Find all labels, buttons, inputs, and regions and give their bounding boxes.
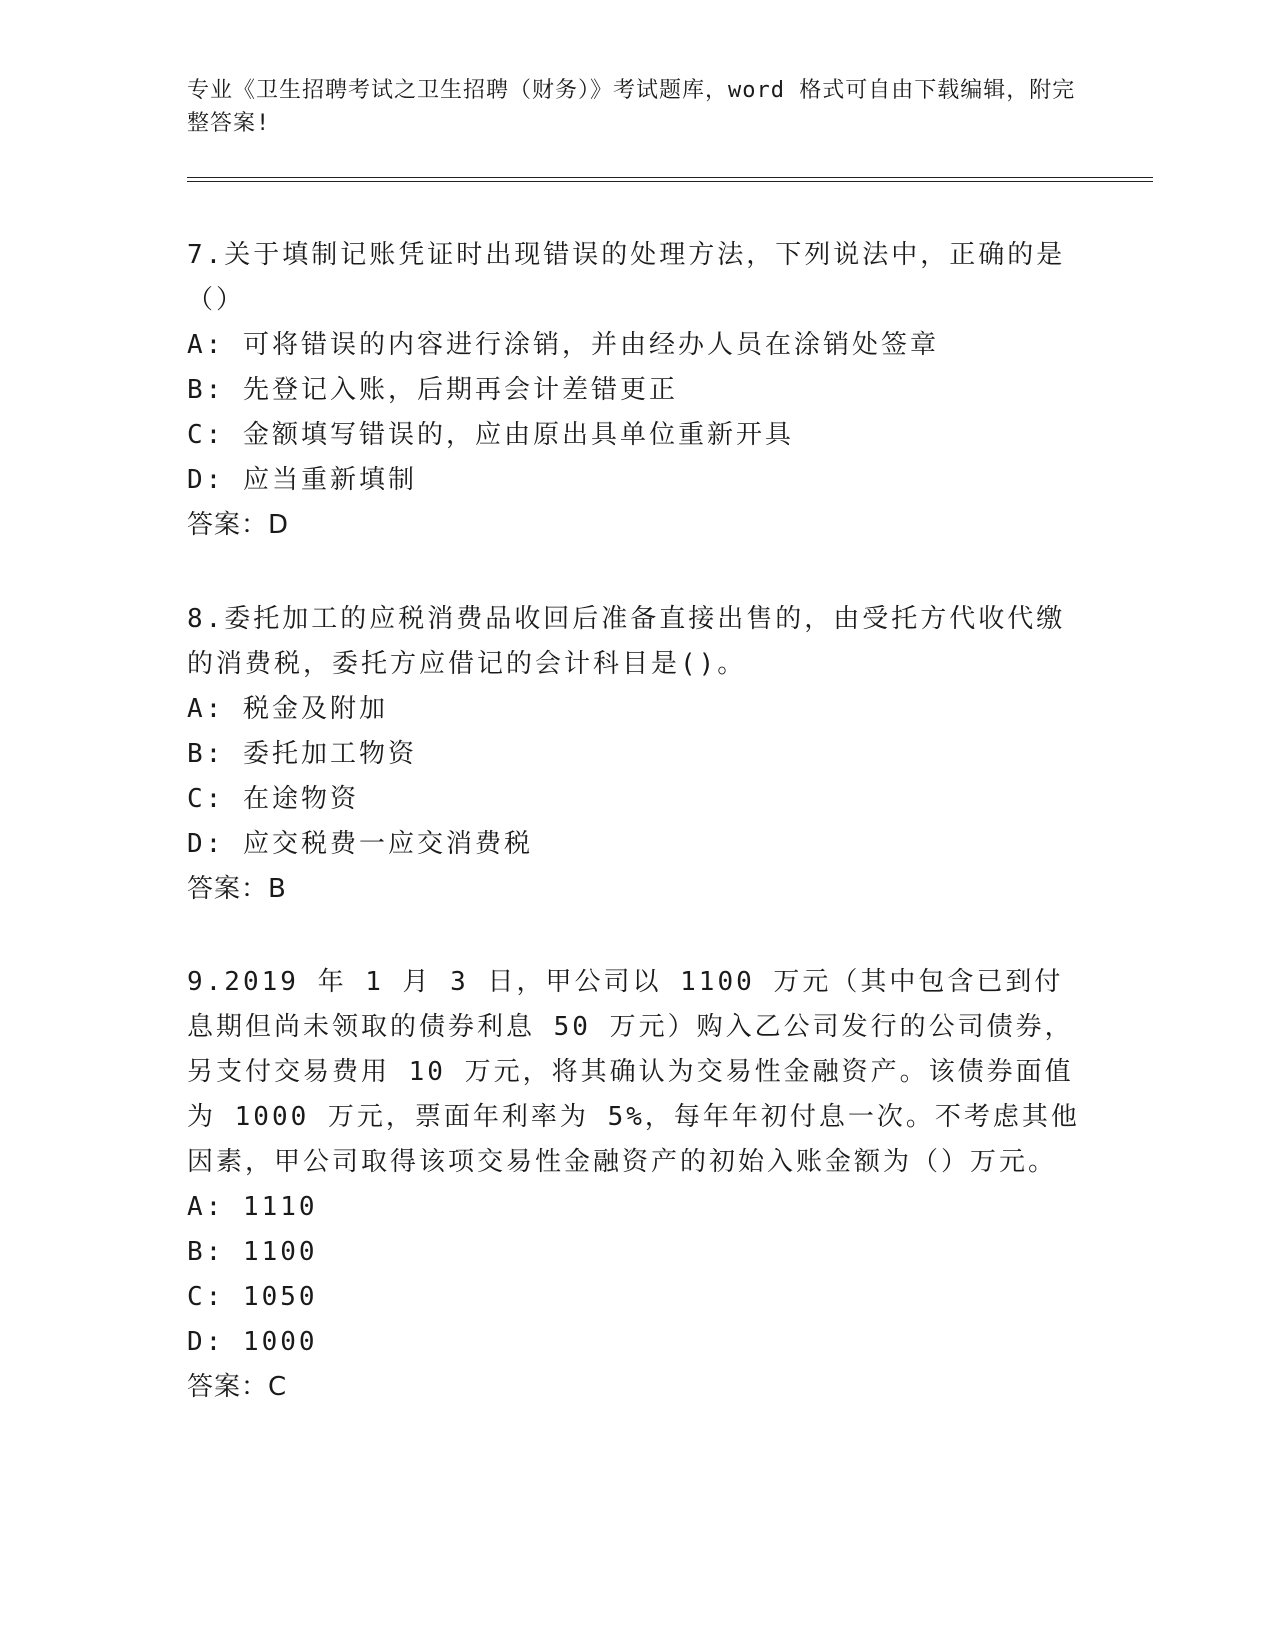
answer: 答案：C: [187, 1372, 288, 1402]
header-divider-bottom: [187, 181, 1153, 182]
question-7: [187, 233, 1087, 548]
header-divider-top: [187, 177, 1153, 178]
question-stem: 8.委托加工的应税消费品收回后准备直接出售的，由受托方代收代缴的消费税，委托方应借记的会计科目是()。: [187, 604, 1066, 679]
question-stem: 7.关于填制记账凭证时出现错误的处理方法，下列说法中，正确的是（）: [187, 240, 1066, 315]
option-d: D: 应当重新填制: [187, 465, 417, 495]
option-b: B: 1100: [187, 1237, 318, 1267]
option-b: B: 先登记入账，后期再会计差错更正: [187, 375, 678, 405]
option-c: C: 1050: [187, 1282, 318, 1312]
answer: 答案：B: [187, 874, 287, 904]
document-header: 专业《卫生招聘考试之卫生招聘（财务）》考试题库，word 格式可自由下载编辑，附完整答案!: [187, 78, 1076, 136]
option-c: C: 金额填写错误的，应由原出具单位重新开具: [187, 420, 794, 450]
question-8: [187, 597, 1087, 912]
option-d: D: 应交税费一应交消费税: [187, 829, 533, 859]
answer: 答案：D: [187, 510, 290, 540]
question-stem: 9.2019 年 1 月 3 日，甲公司以 1100 万元（其中包含已到付息期但尚未领取的债券利息 50 万元）购入乙公司发行的公司债券，另支付交易费用 10 万元，将其确认为交易性金融资产。该债券面值为 1000 万元，票面年利率为 5%，每年年初付息一次。不考虑其他因素，甲公司取得该项交易性金融资产的初始入账金额为（）万元。: [187, 967, 1080, 1177]
option-a: A: 1110: [187, 1192, 318, 1222]
option-a: A: 可将错误的内容进行涂销，并由经办人员在涂销处签章: [187, 330, 939, 360]
option-b: B: 委托加工物资: [187, 739, 417, 769]
option-c: C: 在途物资: [187, 784, 359, 814]
option-a: A: 税金及附加: [187, 694, 388, 724]
option-d: D: 1000: [187, 1327, 318, 1357]
question-9: [187, 960, 1087, 1410]
